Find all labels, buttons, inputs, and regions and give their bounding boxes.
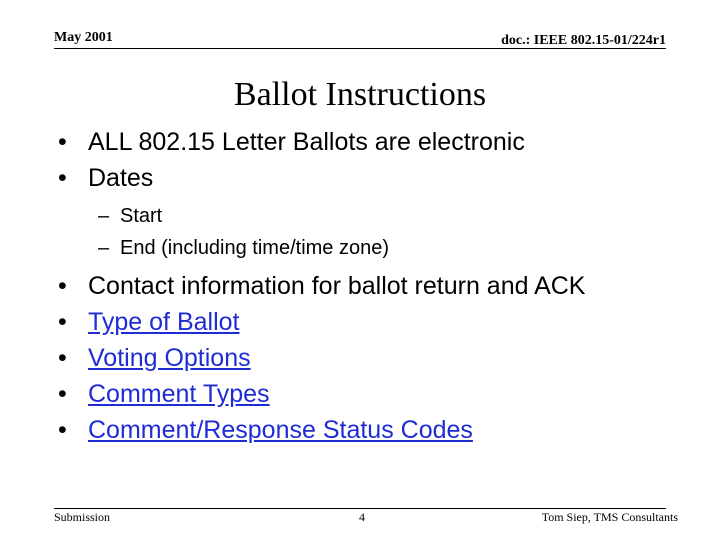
bullet-text: Dates: [88, 164, 154, 192]
dash-marker: –: [98, 237, 110, 259]
bullet-item-dates: [58, 160, 698, 196]
header-document-id: doc.: IEEE 802.15-01/224r1: [501, 33, 666, 48]
sub-bullet-end: [58, 232, 698, 264]
bullet-marker: •: [58, 272, 67, 300]
header-date: May 2001: [54, 30, 113, 45]
bullet-item-contact: [58, 268, 698, 304]
sub-bullet-start: [58, 200, 698, 232]
status-codes-link[interactable]: Comment/Response Status Codes: [88, 416, 473, 444]
bullet-marker: •: [58, 380, 67, 408]
footer-author: Tom Siep, TMS Consultants: [541, 510, 678, 524]
footer-page-number: 4: [359, 510, 365, 524]
footer-divider: [54, 508, 666, 509]
dash-marker: –: [98, 205, 110, 227]
sub-bullet-text: End (including time/time zone): [120, 237, 390, 259]
slide-title: Ballot Instructions: [233, 76, 487, 113]
bullet-marker: •: [58, 344, 67, 372]
footer-submission: Submission: [54, 510, 111, 524]
comment-types-link[interactable]: Comment Types: [88, 380, 270, 408]
type-of-ballot-link[interactable]: Type of Ballot: [88, 308, 240, 336]
bullet-marker: •: [58, 308, 67, 336]
bullet-item-comment-types: [58, 376, 698, 412]
bullet-list: [58, 124, 698, 448]
voting-options-link[interactable]: Voting Options: [88, 344, 251, 372]
bullet-marker: •: [58, 164, 67, 192]
sub-bullet-list: [58, 200, 698, 264]
bullet-text: Contact information for ballot return and ACK: [88, 272, 586, 300]
header-divider: [54, 48, 666, 49]
bullet-item-electronic: [58, 124, 698, 160]
bullet-item-voting-options: [58, 340, 698, 376]
sub-bullet-text: Start: [120, 205, 163, 227]
bullet-marker: •: [58, 416, 67, 444]
bullet-marker: •: [58, 128, 67, 156]
bullet-item-type-of-ballot: [58, 304, 698, 340]
bullet-text: ALL 802.15 Letter Ballots are electronic: [88, 128, 525, 156]
bullet-item-status-codes: [58, 412, 698, 448]
